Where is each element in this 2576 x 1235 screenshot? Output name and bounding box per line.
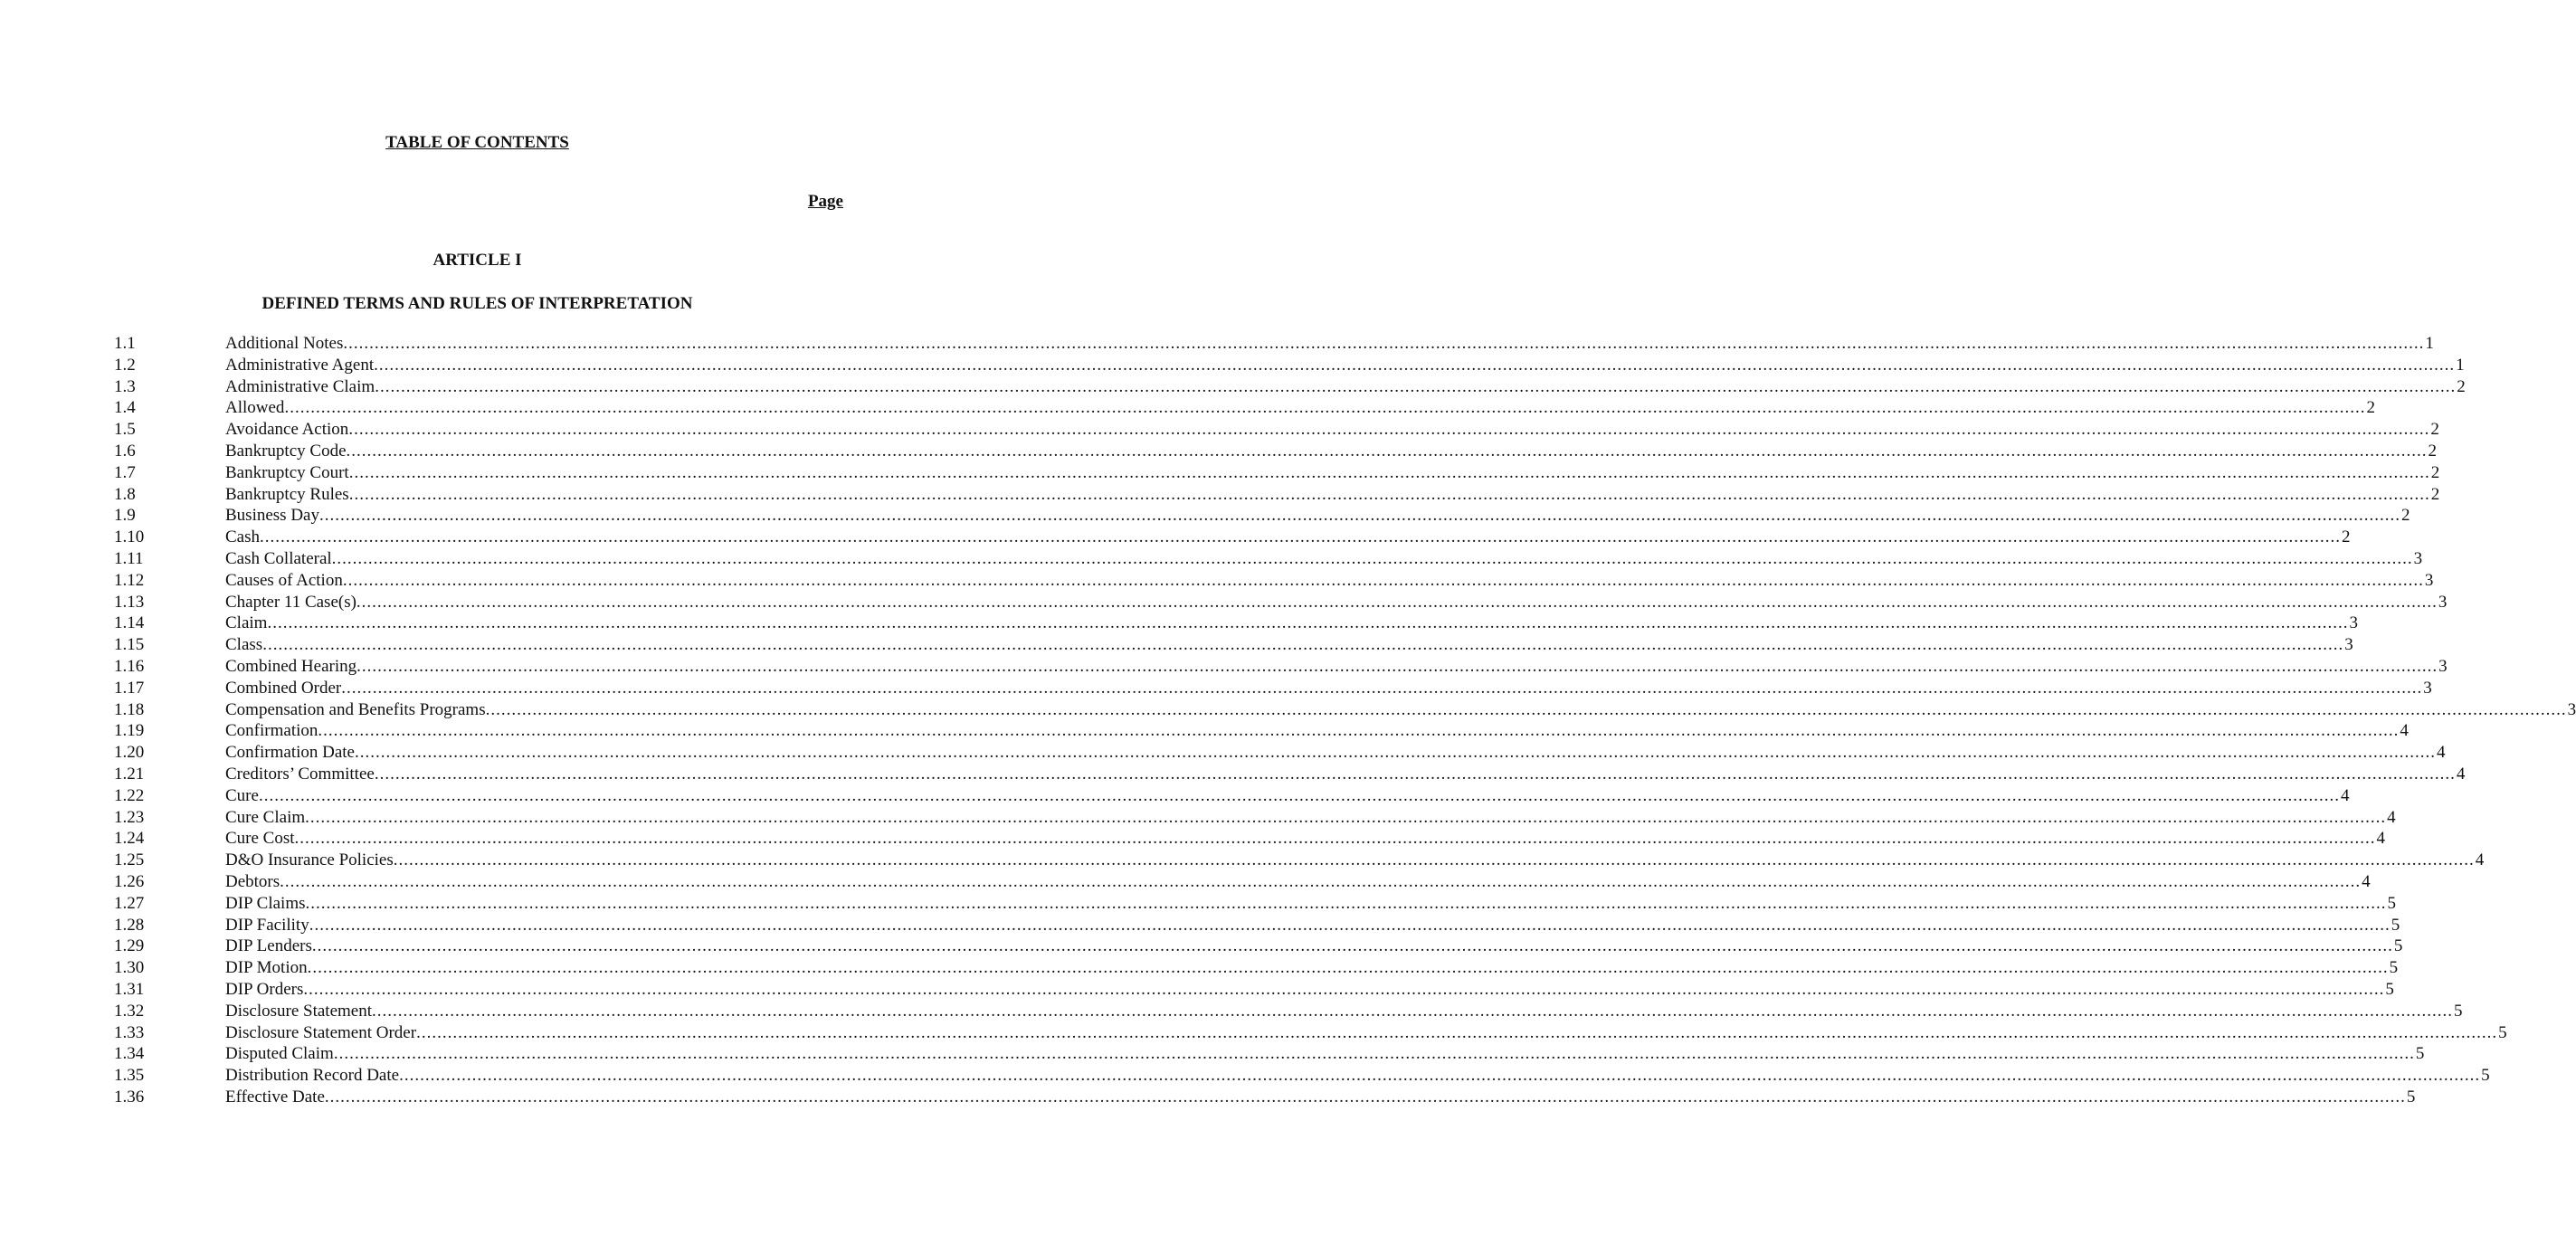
toc-entry-page: 2 bbox=[2430, 462, 2440, 482]
toc-entry-number: 1.17 bbox=[114, 678, 145, 698]
toc-entry-line bbox=[225, 850, 2485, 871]
toc-list bbox=[114, 333, 2576, 1108]
dot-leader: ................................................................................................................................................................................................................................................................................................................................................................................................................ bbox=[348, 484, 2430, 504]
toc-entry[interactable] bbox=[114, 893, 2396, 915]
toc-entry[interactable] bbox=[114, 441, 2438, 462]
article-title: DEFINED TERMS AND RULES OF INTERPRETATION bbox=[261, 294, 693, 313]
toc-entry-page: 5 bbox=[2481, 1066, 2490, 1086]
toc-entry-number: 1.28 bbox=[114, 915, 145, 935]
toc-entry-title[interactable]: Allowed bbox=[225, 398, 285, 418]
toc-entry-line bbox=[225, 376, 2466, 398]
toc-entry-line bbox=[225, 548, 2423, 570]
toc-entry-page: 4 bbox=[2362, 871, 2371, 891]
toc-entry-title[interactable]: Confirmation bbox=[225, 721, 318, 741]
toc-entry-number: 1.34 bbox=[114, 1044, 145, 1064]
toc-entry-line bbox=[225, 1043, 2425, 1065]
toc-entry[interactable] bbox=[114, 462, 2440, 484]
dot-leader: ................................................................................................................................................................................................................................................................................................................................................................................................................ bbox=[399, 1066, 2481, 1086]
toc-entry-page: 3 bbox=[2424, 570, 2434, 590]
toc-entry[interactable] bbox=[114, 979, 2394, 1001]
dot-leader: ................................................................................................................................................................................................................................................................................................................................................................................................................ bbox=[372, 1001, 2453, 1021]
toc-entry[interactable] bbox=[114, 678, 2432, 699]
toc-entry[interactable] bbox=[114, 505, 2410, 527]
toc-entry[interactable] bbox=[114, 936, 2403, 957]
toc-entry[interactable] bbox=[114, 397, 2375, 419]
toc-entry-page: 2 bbox=[2457, 376, 2466, 396]
toc-entry-line bbox=[225, 462, 2440, 484]
toc-entry-number: 1.25 bbox=[114, 850, 145, 870]
dot-leader: ................................................................................................................................................................................................................................................................................................................................................................................................................ bbox=[348, 462, 2430, 482]
toc-entry-line bbox=[225, 505, 2410, 527]
dot-leader: ................................................................................................................................................................................................................................................................................................................................................................................................................ bbox=[267, 613, 2349, 633]
toc-entry[interactable] bbox=[114, 570, 2434, 592]
toc-entry-page: 2 bbox=[2430, 484, 2440, 504]
toc-entry-page: 1 bbox=[2456, 355, 2465, 375]
toc-entry-number: 1.3 bbox=[114, 376, 136, 396]
toc-entry-page: 5 bbox=[2387, 893, 2396, 913]
toc-title: TABLE OF CONTENTS bbox=[385, 133, 569, 152]
dot-leader: ................................................................................................................................................................................................................................................................................................................................................................................................................ bbox=[318, 506, 2400, 526]
toc-entry-number: 1.2 bbox=[114, 355, 136, 375]
toc-entry[interactable] bbox=[114, 957, 2399, 979]
toc-entry-page: 2 bbox=[2342, 527, 2351, 547]
dot-leader: ................................................................................................................................................................................................................................................................................................................................................................................................................ bbox=[307, 958, 2389, 978]
toc-entry-number: 1.14 bbox=[114, 613, 145, 633]
toc-entry-title[interactable]: Cash Collateral bbox=[225, 548, 332, 568]
dot-leader: ................................................................................................................................................................................................................................................................................................................................................................................................................ bbox=[355, 743, 2436, 763]
toc-entry-line bbox=[225, 807, 2396, 829]
dot-leader: ................................................................................................................................................................................................................................................................................................................................................................................................................ bbox=[356, 592, 2438, 612]
toc-entry-page: 4 bbox=[2340, 785, 2350, 805]
toc-entry-number: 1.7 bbox=[114, 462, 136, 482]
toc-entry-page: 3 bbox=[2349, 613, 2358, 633]
toc-entry-number: 1.26 bbox=[114, 871, 145, 891]
toc-entry-line bbox=[225, 678, 2432, 699]
toc-entry[interactable] bbox=[114, 871, 2371, 893]
page-column-label: Page bbox=[807, 192, 843, 211]
dot-leader: ................................................................................................................................................................................................................................................................................................................................................................................................................ bbox=[348, 420, 2430, 440]
toc-entry-line bbox=[225, 785, 2350, 807]
toc-entry-line bbox=[225, 699, 2576, 721]
toc-entry-page: 3 bbox=[2438, 656, 2448, 676]
toc-entry[interactable] bbox=[114, 1001, 2463, 1022]
toc-entry-line bbox=[225, 936, 2403, 957]
toc-entry-title[interactable]: Claim bbox=[225, 613, 268, 633]
toc-entry-title[interactable]: DIP Claims bbox=[225, 893, 306, 913]
toc-entry-title[interactable]: Business Day bbox=[225, 506, 319, 526]
toc-entry-number: 1.35 bbox=[114, 1066, 145, 1086]
toc-entry[interactable] bbox=[114, 592, 2448, 613]
toc-entry-title[interactable]: Disclosure Statement Order bbox=[225, 1022, 417, 1042]
toc-entry-title[interactable]: Confirmation Date bbox=[225, 743, 355, 763]
toc-entry-line bbox=[225, 397, 2375, 419]
dot-leader: ................................................................................................................................................................................................................................................................................................................................................................................................................ bbox=[375, 376, 2457, 396]
toc-entry-title[interactable]: D&O Insurance Policies bbox=[225, 850, 394, 870]
dot-leader: ................................................................................................................................................................................................................................................................................................................................................................................................................ bbox=[260, 527, 2341, 547]
toc-entry[interactable] bbox=[114, 634, 2353, 656]
toc-entry-number: 1.10 bbox=[114, 527, 145, 547]
dot-leader: ................................................................................................................................................................................................................................................................................................................................................................................................................ bbox=[324, 1087, 2406, 1107]
toc-entry-line bbox=[225, 1087, 2416, 1108]
toc-entry-number: 1.31 bbox=[114, 979, 145, 999]
dot-leader: ................................................................................................................................................................................................................................................................................................................................................................................................................ bbox=[356, 656, 2438, 676]
toc-entry-number: 1.12 bbox=[114, 570, 145, 590]
toc-entry-page: 4 bbox=[2437, 743, 2446, 763]
toc-entry-line bbox=[225, 828, 2386, 850]
toc-entry-number: 1.27 bbox=[114, 893, 145, 913]
toc-entry-page: 5 bbox=[2498, 1022, 2507, 1042]
toc-entry-page: 2 bbox=[2428, 441, 2438, 461]
toc-entry-line bbox=[225, 613, 2358, 634]
toc-entry-title[interactable]: Bankruptcy Rules bbox=[225, 484, 349, 504]
toc-entry-title[interactable]: Cure Claim bbox=[225, 807, 306, 827]
toc-entry-title[interactable]: Causes of Action bbox=[225, 570, 343, 590]
toc-entry[interactable] bbox=[114, 376, 2466, 398]
toc-entry-page: 5 bbox=[2389, 958, 2399, 978]
toc-entry-line bbox=[225, 484, 2440, 506]
toc-entry-line bbox=[225, 592, 2448, 613]
toc-entry-title[interactable]: Class bbox=[225, 635, 263, 655]
dot-leader: ................................................................................................................................................................................................................................................................................................................................................................................................................ bbox=[346, 441, 2428, 461]
toc-entry-page: 5 bbox=[2406, 1087, 2416, 1107]
dot-leader: ................................................................................................................................................................................................................................................................................................................................................................................................................ bbox=[262, 635, 2344, 655]
toc-entry-title[interactable]: Debtors bbox=[225, 871, 280, 891]
toc-entry-title[interactable]: Cure bbox=[225, 785, 259, 805]
toc-entry-line bbox=[225, 441, 2438, 462]
toc-entry-title[interactable]: Distribution Record Date bbox=[225, 1066, 400, 1086]
toc-entry-number: 1.29 bbox=[114, 936, 145, 956]
toc-entry[interactable] bbox=[114, 1065, 2490, 1087]
toc-entry-title[interactable]: Additional Notes bbox=[225, 334, 344, 353]
toc-entry-title[interactable]: DIP Lenders bbox=[225, 936, 312, 956]
toc-entry-page: 2 bbox=[2430, 420, 2439, 440]
toc-entry[interactable] bbox=[114, 720, 2409, 742]
toc-entry-line bbox=[225, 419, 2439, 441]
dot-leader: ................................................................................................................................................................................................................................................................................................................................................................................................................ bbox=[309, 915, 2391, 935]
toc-entry-title[interactable]: DIP Orders bbox=[225, 979, 304, 999]
toc-entry[interactable] bbox=[114, 807, 2396, 829]
toc-entry[interactable] bbox=[114, 915, 2400, 936]
dot-leader: ................................................................................................................................................................................................................................................................................................................................................................................................................ bbox=[416, 1022, 2498, 1042]
toc-entry-page: 5 bbox=[2415, 1044, 2425, 1064]
toc-entry-number: 1.36 bbox=[114, 1087, 145, 1107]
toc-entry-number: 1.8 bbox=[114, 484, 136, 504]
dot-leader: ................................................................................................................................................................................................................................................................................................................................................................................................................ bbox=[331, 548, 2413, 568]
toc-entry-line bbox=[225, 742, 2446, 764]
toc-entry-line bbox=[225, 333, 2434, 355]
toc-entry-title[interactable]: Disclosure Statement bbox=[225, 1001, 372, 1021]
dot-leader: ................................................................................................................................................................................................................................................................................................................................................................................................................ bbox=[343, 334, 2425, 353]
toc-entry-line bbox=[225, 527, 2351, 548]
toc-entry[interactable] bbox=[114, 419, 2439, 441]
toc-entry-number: 1.24 bbox=[114, 829, 145, 849]
dot-leader: ................................................................................................................................................................................................................................................................................................................................................................................................................ bbox=[333, 1044, 2415, 1064]
toc-entry[interactable] bbox=[114, 1043, 2425, 1065]
toc-entry[interactable] bbox=[114, 355, 2465, 376]
toc-entry[interactable] bbox=[114, 785, 2350, 807]
toc-entry-title[interactable]: DIP Motion bbox=[225, 958, 308, 978]
toc-entry-page: 4 bbox=[2456, 764, 2466, 784]
toc-entry-number: 1.5 bbox=[114, 420, 136, 440]
article-heading: ARTICLE I bbox=[433, 251, 522, 270]
toc-entry-number: 1.33 bbox=[114, 1022, 145, 1042]
dot-leader: ................................................................................................................................................................................................................................................................................................................................................................................................................ bbox=[341, 678, 2423, 698]
toc-entry-title[interactable]: Combined Hearing bbox=[225, 656, 357, 676]
toc-entry[interactable] bbox=[114, 850, 2485, 871]
dot-leader: ................................................................................................................................................................................................................................................................................................................................................................................................................ bbox=[305, 807, 2387, 827]
toc-entry-page: 5 bbox=[2385, 979, 2394, 999]
dot-leader: ................................................................................................................................................................................................................................................................................................................................................................................................................ bbox=[258, 785, 2340, 805]
toc-entry-number: 1.13 bbox=[114, 592, 145, 612]
toc-entry-title[interactable]: Compensation and Benefits Programs bbox=[225, 699, 486, 719]
toc-entry[interactable] bbox=[114, 828, 2386, 850]
dot-leader: ................................................................................................................................................................................................................................................................................................................................................................................................................ bbox=[374, 764, 2456, 784]
toc-entry-number: 1.21 bbox=[114, 764, 145, 784]
toc-entry-number: 1.1 bbox=[114, 334, 136, 353]
toc-entry-page: 4 bbox=[2475, 850, 2485, 870]
toc-entry-line bbox=[225, 915, 2400, 936]
toc-entry-page: 4 bbox=[2376, 829, 2386, 849]
toc-entry[interactable] bbox=[114, 742, 2446, 764]
toc-entry-line bbox=[225, 355, 2465, 376]
toc-entry-number: 1.6 bbox=[114, 441, 136, 461]
toc-entry-number: 1.15 bbox=[114, 635, 145, 655]
toc-entry-page: 4 bbox=[2387, 807, 2396, 827]
dot-leader: ................................................................................................................................................................................................................................................................................................................................................................................................................ bbox=[311, 936, 2393, 956]
toc-entry-page: 2 bbox=[2400, 506, 2410, 526]
toc-entry[interactable] bbox=[114, 1087, 2416, 1108]
toc-entry-number: 1.19 bbox=[114, 721, 145, 741]
toc-entry-title[interactable]: Effective Date bbox=[225, 1087, 325, 1107]
dot-leader: ................................................................................................................................................................................................................................................................................................................................................................................................................ bbox=[284, 398, 2366, 418]
toc-entry[interactable] bbox=[114, 548, 2423, 570]
dot-leader: ................................................................................................................................................................................................................................................................................................................................................................................................................ bbox=[393, 850, 2475, 870]
toc-entry-page: 1 bbox=[2425, 334, 2434, 353]
toc-entry-line bbox=[225, 1022, 2507, 1044]
toc-entry[interactable] bbox=[114, 656, 2448, 678]
toc-entry-number: 1.20 bbox=[114, 743, 145, 763]
toc-entry-line bbox=[225, 570, 2434, 592]
toc-entry-page: 3 bbox=[2344, 635, 2353, 655]
toc-entry-title[interactable]: Combined Order bbox=[225, 678, 342, 698]
toc-entry-line bbox=[225, 1065, 2490, 1087]
toc-entry-line bbox=[225, 893, 2396, 915]
dot-leader: ................................................................................................................................................................................................................................................................................................................................................................................................................ bbox=[294, 829, 2376, 849]
toc-entry-line bbox=[225, 634, 2353, 656]
toc-entry-number: 1.30 bbox=[114, 958, 145, 978]
toc-entry-title[interactable]: Avoidance Action bbox=[225, 420, 349, 440]
toc-entry-number: 1.4 bbox=[114, 398, 136, 418]
toc-entry-page: 5 bbox=[2454, 1001, 2463, 1021]
dot-leader: ................................................................................................................................................................................................................................................................................................................................................................................................................ bbox=[280, 871, 2362, 891]
dot-leader: ................................................................................................................................................................................................................................................................................................................................................................................................................ bbox=[342, 570, 2424, 590]
toc-entry-number: 1.9 bbox=[114, 506, 136, 526]
toc-entry-title[interactable]: Disputed Claim bbox=[225, 1044, 334, 1064]
toc-entry-number: 1.22 bbox=[114, 785, 145, 805]
toc-entry-title[interactable]: Administrative Agent bbox=[225, 355, 375, 375]
toc-entry-line bbox=[225, 957, 2399, 979]
toc-entry-title[interactable]: Chapter 11 Case(s) bbox=[225, 592, 356, 612]
toc-entry-number: 1.23 bbox=[114, 807, 145, 827]
dot-leader: ................................................................................................................................................................................................................................................................................................................................................................................................................ bbox=[305, 893, 2387, 913]
toc-entry-title[interactable]: Cure Cost bbox=[225, 829, 295, 849]
toc-entry-line bbox=[225, 764, 2466, 785]
toc-entry[interactable] bbox=[114, 764, 2466, 785]
toc-entry-page: 5 bbox=[2393, 936, 2403, 956]
dot-leader: ................................................................................................................................................................................................................................................................................................................................................................................................................ bbox=[485, 699, 2567, 719]
toc-entry-page: 3 bbox=[2438, 592, 2448, 612]
toc-entry[interactable] bbox=[114, 333, 2434, 355]
toc-entry[interactable] bbox=[114, 527, 2351, 548]
toc-entry-title[interactable]: DIP Facility bbox=[225, 915, 309, 935]
toc-entry[interactable] bbox=[114, 613, 2358, 634]
toc-entry-page: 2 bbox=[2366, 398, 2375, 418]
toc-entry-title[interactable]: Bankruptcy Court bbox=[225, 462, 349, 482]
toc-entry-page: 3 bbox=[2413, 548, 2423, 568]
toc-entry-page: 5 bbox=[2391, 915, 2400, 935]
toc-entry[interactable] bbox=[114, 699, 2576, 721]
toc-entry-number: 1.18 bbox=[114, 699, 145, 719]
toc-entry-line bbox=[225, 871, 2371, 893]
toc-entry-line bbox=[225, 1001, 2463, 1022]
toc-entry-line bbox=[225, 656, 2448, 678]
toc-entry-page: 4 bbox=[2400, 721, 2409, 741]
toc-entry-number: 1.16 bbox=[114, 656, 145, 676]
dot-leader: ................................................................................................................................................................................................................................................................................................................................................................................................................ bbox=[303, 979, 2385, 999]
toc-entry[interactable] bbox=[114, 484, 2440, 506]
toc-entry-page: 3 bbox=[2567, 699, 2576, 719]
toc-entry-title[interactable]: Cash bbox=[225, 527, 260, 547]
toc-entry[interactable] bbox=[114, 1022, 2507, 1044]
toc-entry-line bbox=[225, 720, 2409, 742]
toc-entry-title[interactable]: Creditors’ Committee bbox=[225, 764, 375, 784]
toc-entry-number: 1.32 bbox=[114, 1001, 145, 1021]
dot-leader: ................................................................................................................................................................................................................................................................................................................................................................................................................ bbox=[374, 355, 2456, 375]
toc-entry-line bbox=[225, 979, 2394, 1001]
toc-entry-number: 1.11 bbox=[114, 548, 144, 568]
toc-entry-page: 3 bbox=[2423, 678, 2432, 698]
toc-entry-title[interactable]: Bankruptcy Code bbox=[225, 441, 347, 461]
toc-entry-title[interactable]: Administrative Claim bbox=[225, 376, 375, 396]
dot-leader: ................................................................................................................................................................................................................................................................................................................................................................................................................ bbox=[318, 721, 2400, 741]
